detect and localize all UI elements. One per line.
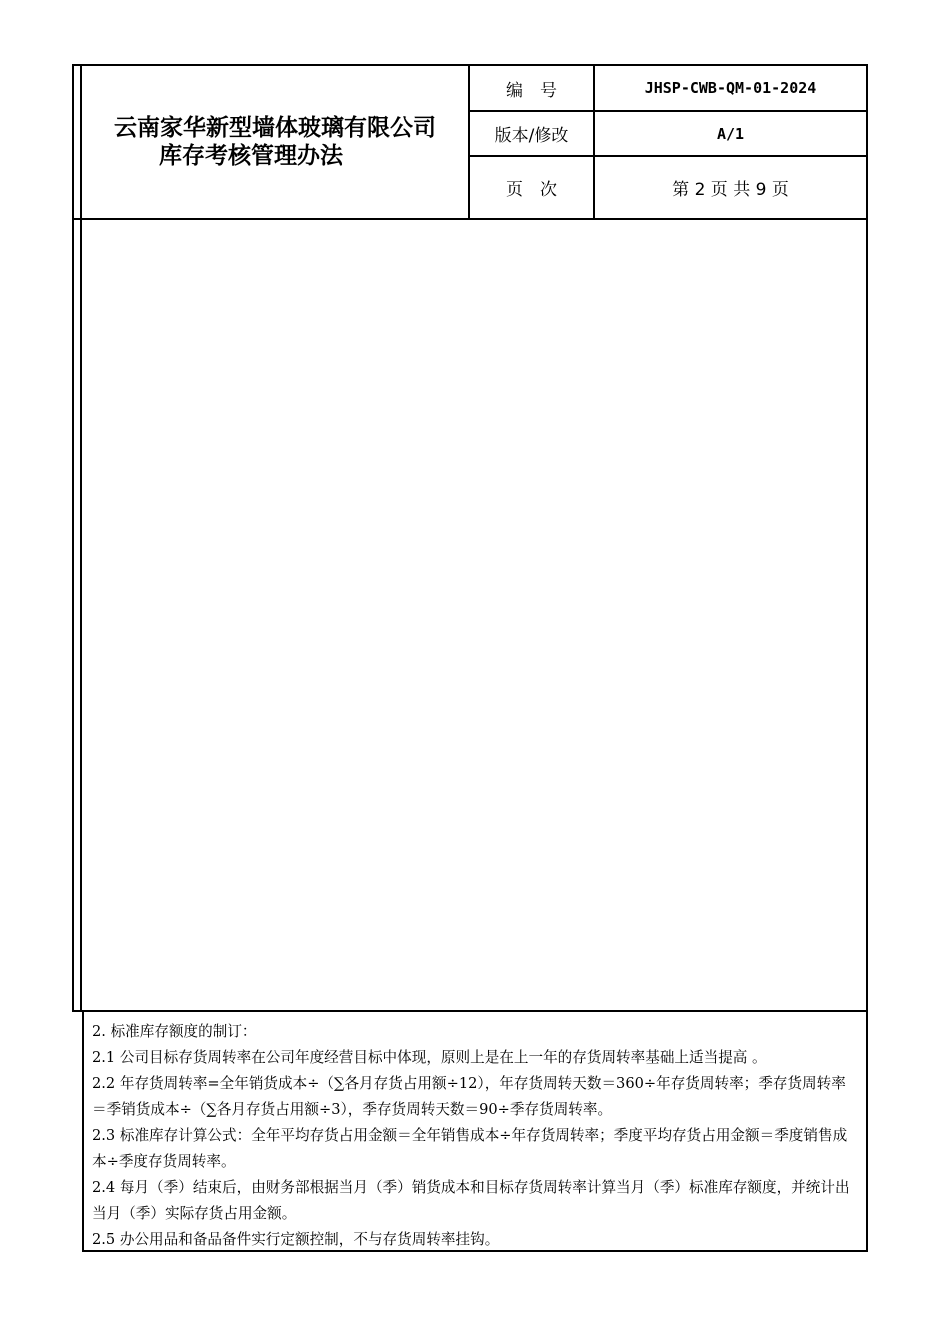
paragraph-2-3: 2.3 标准库存计算公式：全年平均存货占用金额＝全年销售成本÷年存货周转率；季度平均存货占用金额＝季度销售成本÷季度存货周转率。	[92, 1127, 848, 1170]
document-title: 库存考核管理办法	[159, 143, 343, 169]
section-heading: 2. 标准库存额度的制订：	[92, 1023, 257, 1040]
paragraph-2-1: 2.1 公司目标存货周转率在公司年度经营目标中体现，原则上是在上一年的存货周转率基础上适当提高 。	[92, 1049, 767, 1066]
paragraph-2-4: 2.4 每月（季）结束后，由财务部根据当月（季）销货成本和目标存货周转率计算当月（季）标准库存额度，并统计出当月（季）实际存货占用金额。	[92, 1179, 850, 1222]
version-label: 版本/修改	[494, 126, 569, 146]
document-frame	[72, 64, 868, 1012]
document-header	[74, 66, 866, 220]
paragraph-2-5: 2.5 办公用品和备品备件实行定额控制，不与存货周转率挂钩。	[92, 1231, 500, 1248]
paragraph-2-2: 2.2 年存货周转率=全年销货成本÷（∑各月存货占用额÷12），年存货周转天数＝360÷年存货周转率；季存货周转率＝季销货成本÷（∑各月存货占用额÷3），季存货周转天数＝90÷季存货周转率。	[92, 1075, 846, 1118]
title-block	[82, 66, 468, 218]
body-text-box	[82, 1012, 868, 1252]
page-label: 页 次	[506, 180, 557, 200]
page-value: 第 2 页 共 9 页	[672, 180, 789, 200]
doc-number-label: 编 号	[506, 80, 557, 101]
version-value: A/1	[716, 124, 745, 143]
blank-content-area	[74, 220, 866, 1010]
doc-number-value: JHSP-CWB-QM-01-2024	[644, 79, 817, 97]
company-name: 云南家华新型墙体玻璃有限公司	[114, 115, 436, 141]
